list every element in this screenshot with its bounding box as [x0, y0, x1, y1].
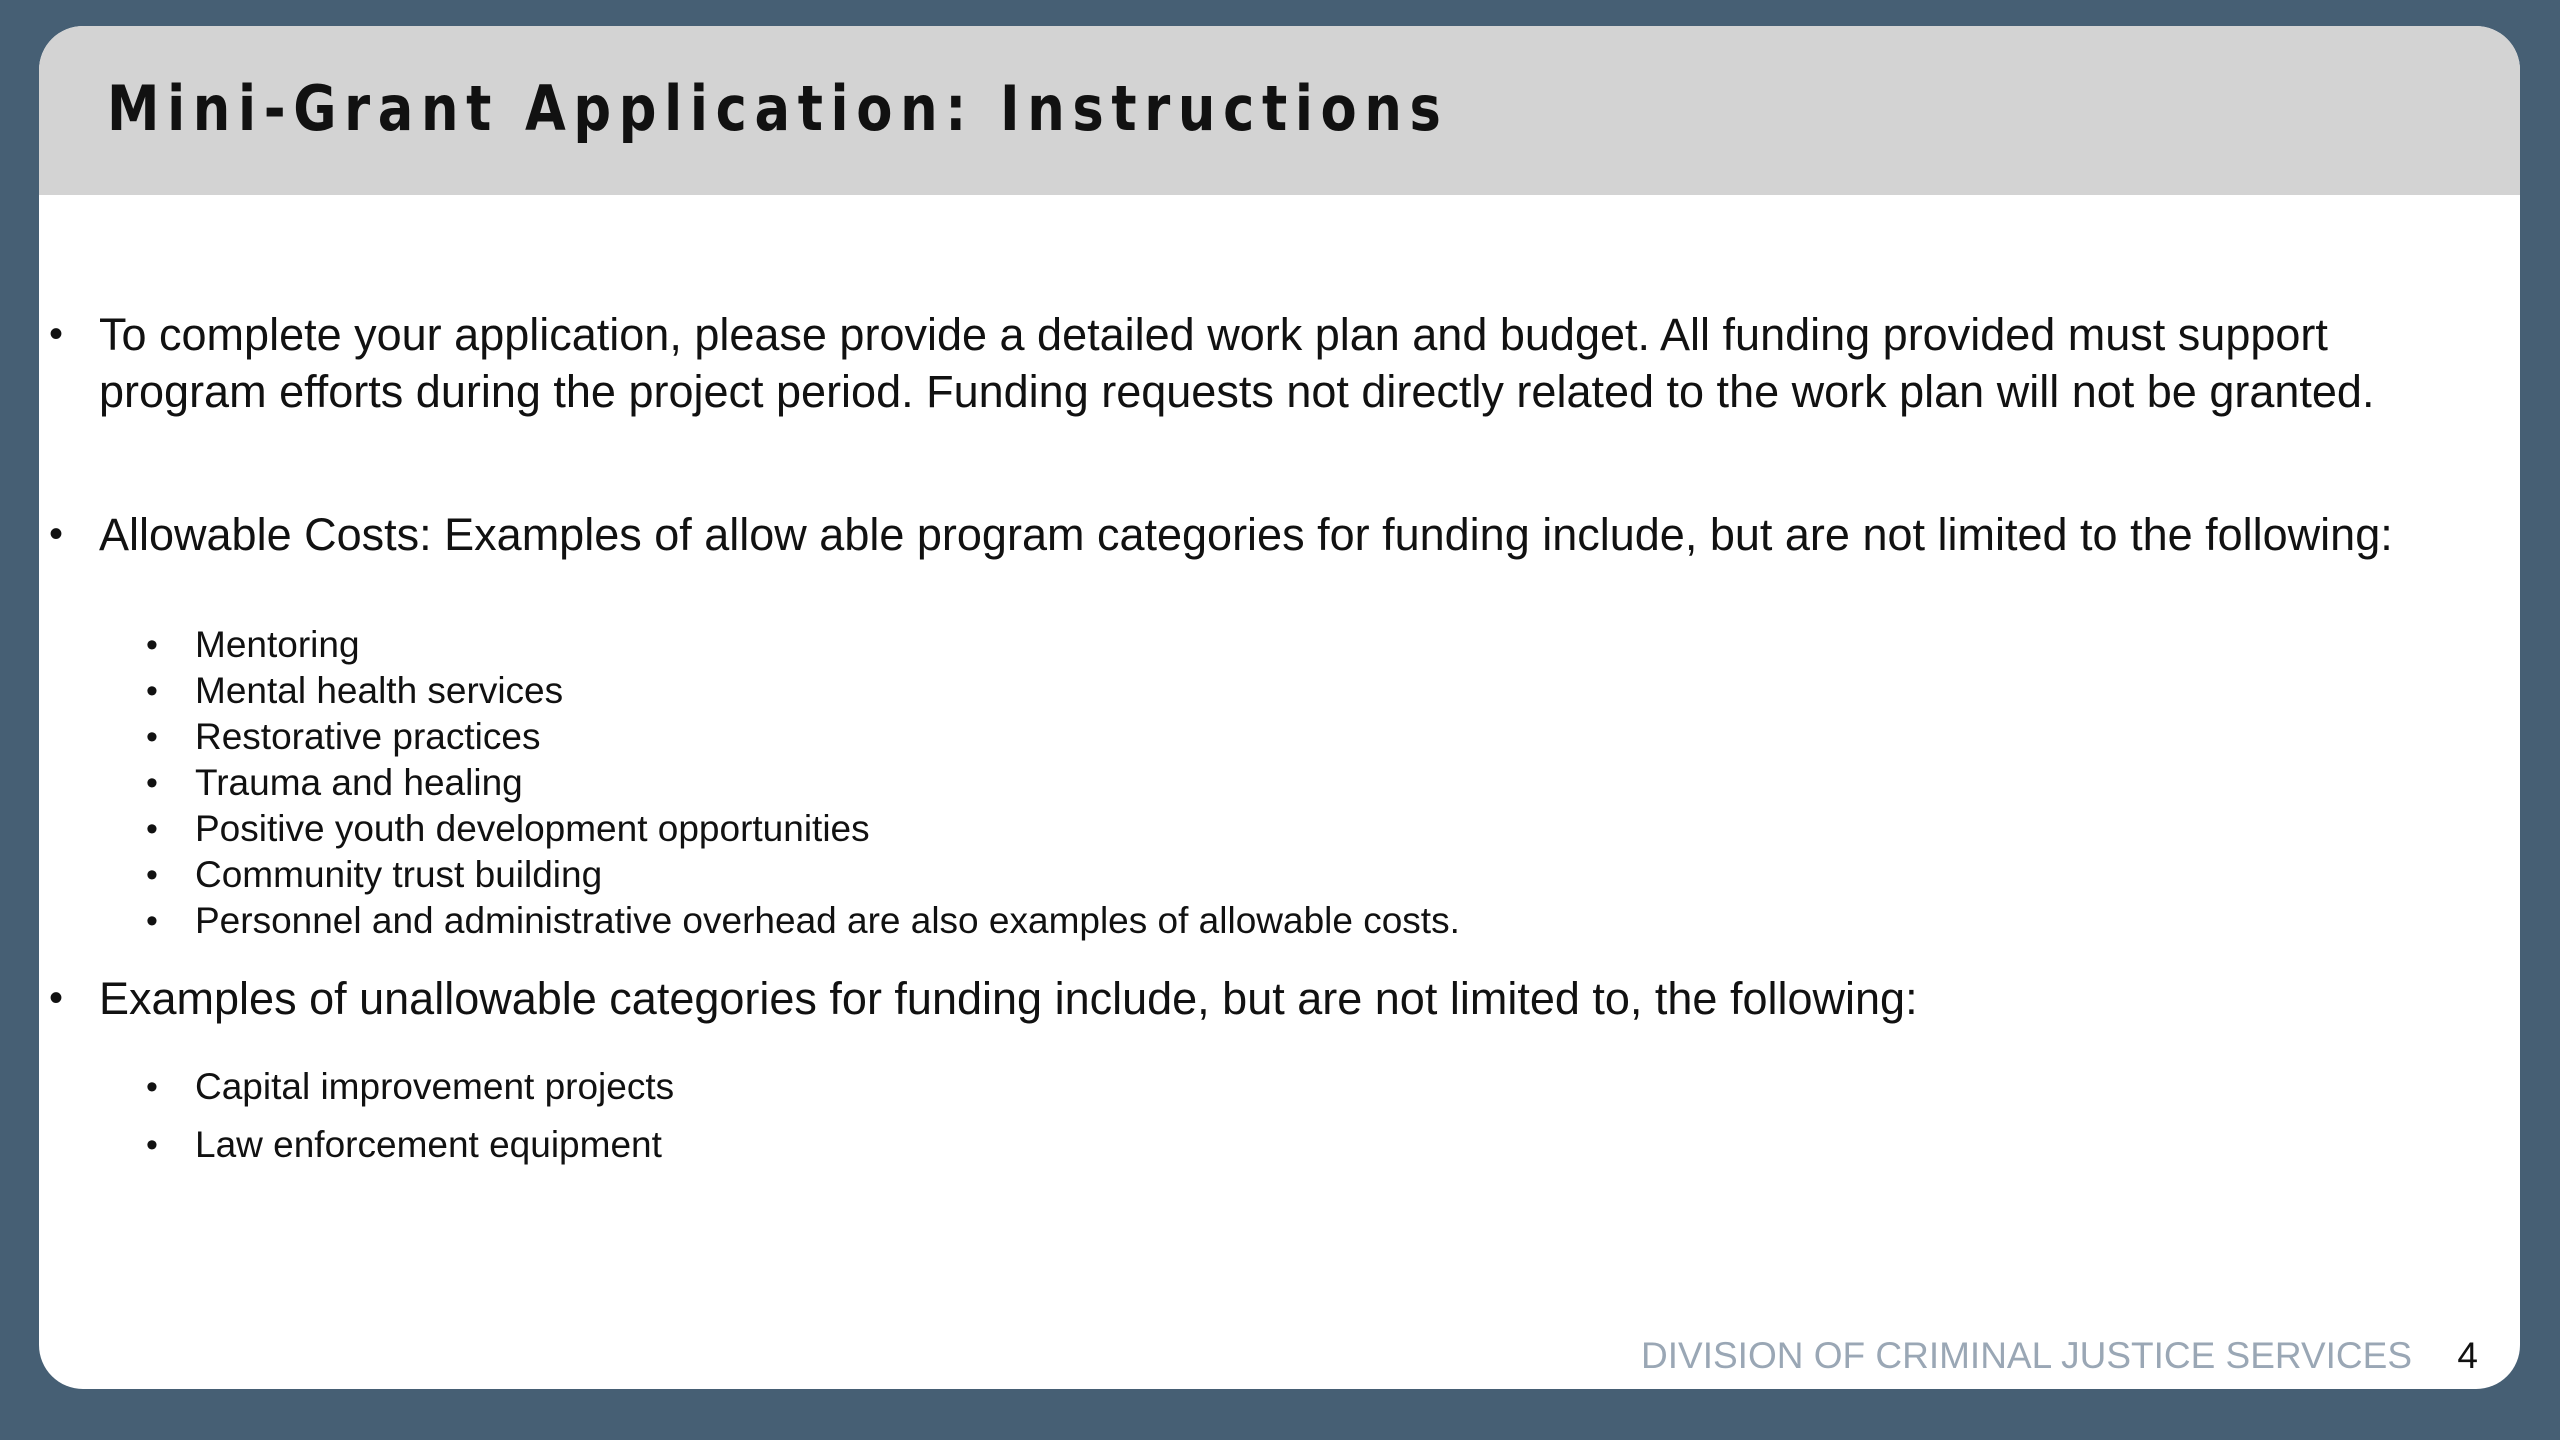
sub-bullet-dot: •	[146, 764, 158, 802]
bullet-dot: •	[49, 512, 64, 556]
list-item: Law enforcement equipment	[195, 1124, 662, 1165]
bullet-allowable-costs: Allowable Costs: Examples of allow able program categories for funding include, but are not limited to the following:	[99, 509, 2393, 560]
list-item: Mentoring	[195, 624, 360, 665]
list-item: Restorative practices	[195, 716, 541, 757]
footer-organization: DIVISION OF CRIMINAL JUSTICE SERVICES	[1641, 1335, 2412, 1376]
list-item: Mental health services	[195, 670, 564, 711]
slide-title: Mini-Grant Application: Instructions	[107, 72, 1449, 145]
list-item: Personnel and administrative overhead are also examples of allowable costs.	[195, 900, 1460, 941]
list-item: Capital improvement projects	[195, 1066, 675, 1107]
bullet-work-plan: To complete your application, please provide a detailed work plan and budget. All funding provided must support program efforts during the project period. Funding requests not directly related to the work plan will not be granted.	[99, 309, 2375, 417]
sub-bullet-dot: •	[146, 1126, 158, 1164]
bullet-dot: •	[49, 976, 64, 1020]
list-item: Community trust building	[195, 854, 603, 895]
sub-bullet-dot: •	[146, 718, 158, 756]
sub-bullet-dot: •	[146, 626, 158, 664]
sub-bullet-dot: •	[146, 672, 158, 710]
sub-bullet-dot: •	[146, 856, 158, 894]
list-item: Positive youth development opportunities	[195, 808, 870, 849]
list-item: Trauma and healing	[195, 762, 523, 803]
slide	[39, 26, 2520, 1389]
sub-bullet-dot: •	[146, 1068, 158, 1106]
sub-bullet-dot: •	[146, 902, 158, 940]
page-number: 4	[2457, 1335, 2478, 1376]
bullet-unallowable-costs: Examples of unallowable categories for funding include, but are not limited to, the following:	[99, 973, 1918, 1024]
slide-content	[39, 26, 2520, 1389]
bullet-dot: •	[49, 312, 64, 356]
sub-bullet-dot: •	[146, 810, 158, 848]
